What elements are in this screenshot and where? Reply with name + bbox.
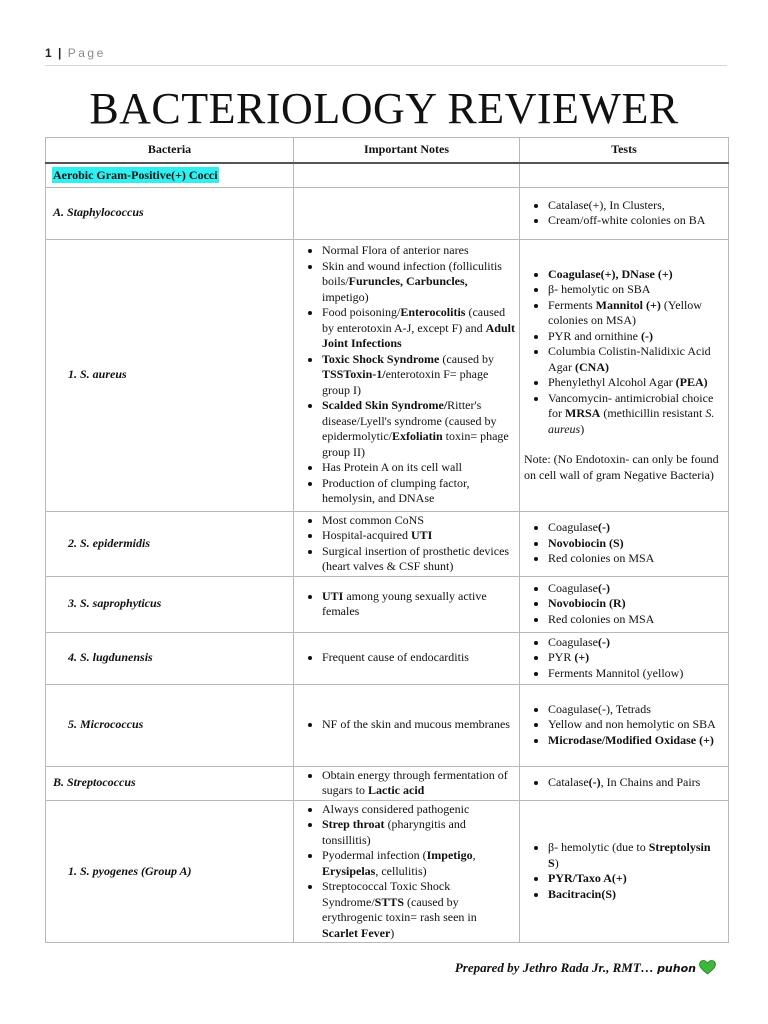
- notes-cell: [294, 576, 520, 632]
- tests-cell: [520, 187, 729, 239]
- bacteria-label: 1. S. pyogenes (Group A): [46, 800, 294, 943]
- column-header-bacteria: Bacteria: [46, 138, 294, 164]
- endotoxin-note: Note: (No Endotoxin- can only be found on cell wall of gram Negative Bacteria): [524, 452, 719, 482]
- footer-signature: puhon: [657, 962, 696, 975]
- column-header-notes: Important Notes: [294, 138, 520, 164]
- table-row-s-epidermidis: [46, 511, 729, 576]
- notes-cell: [294, 684, 520, 766]
- list-item: • Catalase(-), In Chains and Pairs: [548, 775, 724, 791]
- list-item: • Surgical insertion of prosthetic devices (heart valves & CSF shunt): [322, 544, 515, 575]
- list-item: • Coagulase(-), Tetrads: [548, 702, 724, 718]
- list-item: • Frequent cause of endocarditis: [322, 650, 515, 666]
- bacteria-label: 1. S. aureus: [46, 239, 294, 511]
- tests-cell: [520, 576, 729, 632]
- notes-cell: [294, 239, 520, 511]
- bacteria-label: 4. S. lugdunensis: [46, 632, 294, 684]
- page-separator: |: [58, 46, 62, 60]
- list-item: • Phenylethyl Alcohol Agar (PEA): [548, 375, 724, 391]
- reviewer-table: [45, 137, 729, 943]
- list-item: • Red colonies on MSA: [548, 612, 724, 628]
- list-item: • Normal Flora of anterior nares: [322, 243, 515, 259]
- bacteria-label: A. Staphylococcus: [46, 187, 294, 239]
- list-item: • Bacitracin(S): [548, 887, 724, 903]
- green-heart-icon: [699, 960, 716, 979]
- table-row-s-aureus: [46, 239, 729, 511]
- list-item: • Coagulase(-): [548, 520, 724, 536]
- list-item: • Red colonies on MSA: [548, 551, 724, 567]
- tests-cell: [520, 800, 729, 943]
- list-item: • Coagulase(-): [548, 635, 724, 651]
- list-item: • Yellow and non hemolytic on SBA: [548, 717, 724, 733]
- group-cell: [46, 163, 294, 187]
- list-item: • Coagulase(-): [548, 581, 724, 597]
- page-word: Page: [67, 46, 106, 60]
- list-item: • PYR/Taxo A(+): [548, 871, 724, 887]
- group-label: Aerobic Gram-Positive(+) Cocci: [53, 167, 218, 182]
- list-item: • NF of the skin and mucous membranes: [322, 717, 515, 733]
- column-header-tests: Tests: [520, 138, 729, 164]
- list-item: • Has Protein A on its cell wall: [322, 460, 515, 476]
- document-title: BACTERIOLOGY REVIEWER: [89, 84, 679, 133]
- list-item: • Catalase(+), In Clusters,: [548, 198, 724, 214]
- list-item: • Always considered pathogenic: [322, 802, 515, 818]
- table-row-s-saprophyticus: [46, 576, 729, 632]
- list-item: • Novobiocin (S): [548, 536, 724, 552]
- list-item: • Skin and wound infection (folliculitis boils/Furuncles, Carbuncles, impetigo): [322, 259, 515, 306]
- list-item: • Cream/off-white colonies on BA: [548, 213, 724, 229]
- list-item: • Vancomycin- antimicrobial choice for MRSA (methicillin resistant S. aureus): [548, 391, 724, 438]
- footer-text: Prepared by Jethro Rada Jr., RMT…: [454, 960, 658, 975]
- list-item: • PYR and ornithine (-): [548, 329, 724, 345]
- footer-credit: [455, 960, 716, 979]
- list-item: • Coagulase(+), DNase (+): [548, 267, 724, 283]
- list-item: • Obtain energy through fermentation of sugars to Lactic acid: [322, 768, 515, 799]
- table-row-group: [46, 163, 729, 187]
- page-header: [45, 46, 727, 66]
- bacteria-label: 2. S. epidermidis: [46, 511, 294, 576]
- list-item: • Strep throat (pharyngitis and tonsillitis): [322, 817, 515, 848]
- list-item: • Ferments Mannitol (+) (Yellow colonies on MSA): [548, 298, 724, 329]
- bacteria-label: 3. S. saprophyticus: [46, 576, 294, 632]
- list-item: • β- hemolytic (due to Streptolysin S): [548, 840, 724, 871]
- table-row-s-lugdunensis: [46, 632, 729, 684]
- list-item: • Streptococcal Toxic Shock Syndrome/STTS (caused by erythrogenic toxin= rash seen in Scarlet Fever): [322, 879, 515, 941]
- notes-cell: [294, 632, 520, 684]
- page-number: 1: [45, 46, 52, 60]
- list-item: • Most common CoNS: [322, 513, 515, 529]
- list-item: • Ferments Mannitol (yellow): [548, 666, 724, 682]
- table-row-staphylococcus: [46, 187, 729, 239]
- bacteria-label: 5. Micrococcus: [46, 684, 294, 766]
- list-item: • Scalded Skin Syndrome/Ritter's disease/Lyell's syndrome (caused by epidermolytic/Exfoliatin toxin= phage group II): [322, 398, 515, 460]
- list-item: • Pyodermal infection (Impetigo, Erysipelas, cellulitis): [322, 848, 515, 879]
- table-row-micrococcus: [46, 684, 729, 766]
- table-row-streptococcus: [46, 766, 729, 800]
- list-item: • Novobiocin (R): [548, 596, 724, 612]
- notes-cell: [294, 511, 520, 576]
- list-item: • β- hemolytic on SBA: [548, 282, 724, 298]
- list-item: • Production of clumping factor, hemolysin, and DNAse: [322, 476, 515, 507]
- list-item: • Toxic Shock Syndrome (caused by TSSToxin-1/enterotoxin F= phage group I): [322, 352, 515, 399]
- list-item: • PYR (+): [548, 650, 724, 666]
- list-item: • Food poisoning/Enterocolitis (caused by enterotoxin A-J, except F) and Adult Joint Infections: [322, 305, 515, 352]
- bacteria-label: B. Streptococcus: [46, 766, 294, 800]
- list-item: • Hospital-acquired UTI: [322, 528, 515, 544]
- tests-cell: [520, 766, 729, 800]
- list-item: • UTI among young sexually active females: [322, 589, 515, 620]
- table-row-s-pyogenes: [46, 800, 729, 943]
- tests-cell: [520, 511, 729, 576]
- list-item: • Microdase/Modified Oxidase (+): [548, 733, 724, 749]
- tests-cell: [520, 239, 729, 511]
- tests-cell: [520, 632, 729, 684]
- notes-cell: [294, 800, 520, 943]
- table-header-row: [46, 138, 729, 164]
- notes-cell: [294, 766, 520, 800]
- list-item: • Columbia Colistin-Nalidixic Acid Agar (CNA): [548, 344, 724, 375]
- tests-cell: [520, 684, 729, 766]
